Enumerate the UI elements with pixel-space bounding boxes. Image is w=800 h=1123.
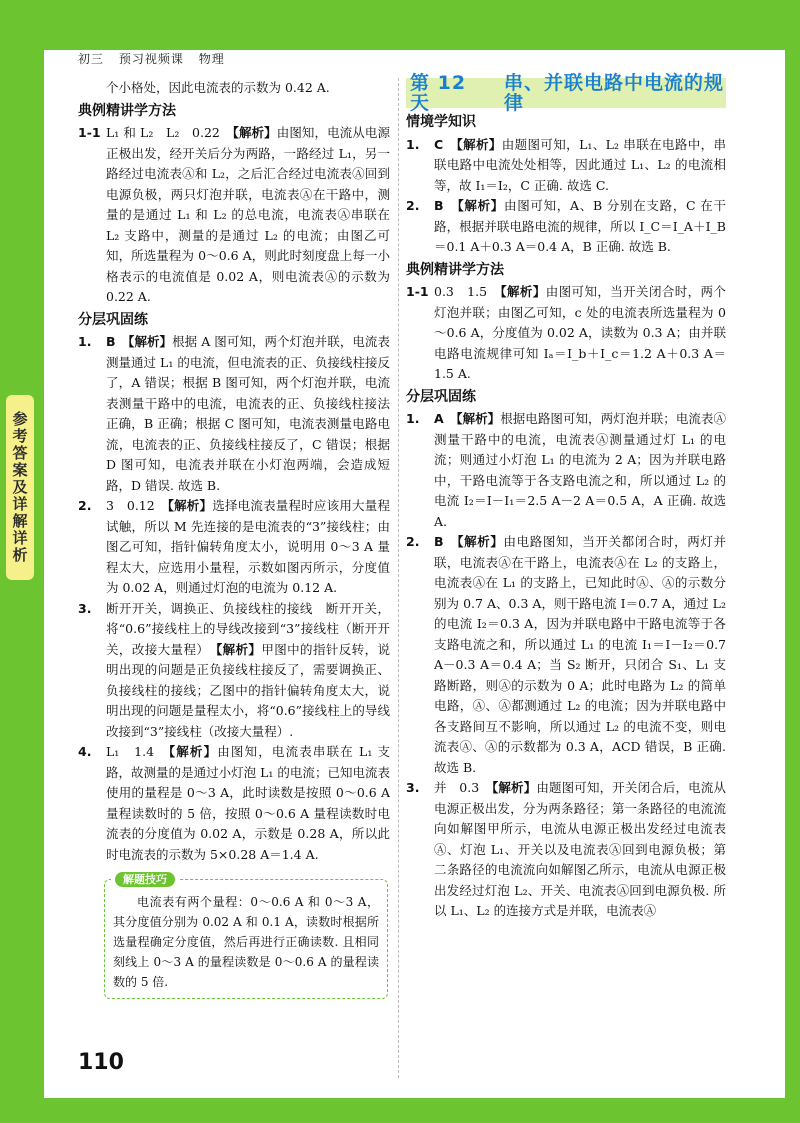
day-label: 第 12 天 [410,71,467,114]
tip-label: 解题技巧 [115,872,175,887]
answer-item [406,778,726,922]
analysis-label: 【解析】 [215,641,262,657]
item-number: 2. [78,498,92,513]
item-number: 3. [406,780,420,795]
analysis-label: 【解析】 [457,534,504,549]
item-answer: 0.3 1.5 [434,284,488,299]
side-tab-label: 参考答案及详解详析 [10,411,29,564]
item-answer: C [434,136,444,152]
header-subject: 物理 [198,52,225,66]
analysis-label: 【解析】 [456,411,501,426]
left-column [78,78,390,999]
item-answer: L₁ 1.4 [106,744,155,759]
running-header [78,50,235,70]
item-analysis: 由题图可知，开关闭合后，电流从电源正极出发，分为两条路径；第一条路径的电流流向如解图甲所示，电流从电源正极出发经过电流表Ⓐ、灯泡 L₁、开关以及电流表Ⓐ回到电源负极；第二条路径的电流流向如解图乙所示，电流从电源正极出发经过灯泡 L₂、开关、电流表Ⓐ回到电源负极. 所以 L₁、L₂ 的连接方式是并联，电流表Ⓐ [434,780,726,918]
day-topic: 串、并联电路中电流的规律 [504,71,725,114]
header-grade: 初三 [78,52,105,66]
item-answer: B [434,198,444,213]
section-heading: 情境学知识 [406,114,476,130]
answer-item [78,599,390,743]
item-analysis: 由电路图知，当开关都闭合时，两灯并联，电流表Ⓐ在干路上，电流表Ⓐ在 L₂ 的支路上，电流表Ⓐ在 L₁ 的支路上，已知此时Ⓐ、Ⓐ的示数分别为 0.7 A、0.3 A，则干路电流 I＝0.7 A，通过 L₂ 的电流 I₂＝0.3 A，因为并联电路中干路电流等于各支路电流之和，所以通过 L₁ 的电流 I₁＝I－I₂＝0.7 A－0.3 A＝0.4 A；当 S₂ 断开，只闭合 S₁、L₁ 支路断路，则Ⓐ的示数为 0 A；此时电路为 L₂ 的简单电路，Ⓐ、Ⓐ都测通过 L₂ 的电流；因为并联电路中各支路间互不影响，所以通过 L₂ 的电流不变，则电流表Ⓐ、Ⓐ的示数都为 0.3 A，ACD 错误，B 正确. 故选 B. [434,534,726,775]
column-divider [398,78,399,1078]
item-number: 4. [78,744,92,759]
tip-box [104,873,388,999]
section-heading: 分层巩固练 [406,388,476,405]
item-analysis: 由图可知，当开关闭合时，两个灯泡并联；由图乙可知，c 处的电流表所选量程为 0～0.6 A，分度值为 0.02 A，读数为 0.3 A；由并联电路电流规律可知 Iₐ＝I_b＋I_c＝1.2 A＋0.3 A＝1.5 A. [434,284,726,381]
frame-top [0,0,800,50]
continued-text: 个小格处，因此电流表的示数为 0.42 A. [106,80,330,95]
analysis-label: 【解析】 [457,198,504,213]
item-answer: 并 0.3 [434,780,480,795]
analysis-label: 【解析】 [492,780,537,795]
item-answer: 3 0.12 [106,498,155,513]
item-answer: B [434,534,444,549]
analysis-label: 【解析】 [500,284,546,299]
answer-item [406,135,726,197]
frame-bottom [0,1098,800,1123]
tip-text: 电流表有两个量程：0～0.6 A 和 0～3 A，其分度值分别为 0.02 A 和 0.1 A，读数时根据所选量程确定分度值，然后再进行正确读数. 且相同刻线上 0～3 A 的量程读数是 0～0.6 A 的量程读数的 5 倍. [113,895,379,989]
item-number: 1. [406,136,420,152]
item-analysis: 根据 A 图可知，两个灯泡并联，电流表测量通过 L₁ 的电流，但电流表的正、负接线柱接反了，A 错误；根据 B 图可知，两个灯泡并联，电流表测量干路中的电流，电流表的正、负接线柱接法正确，B 正确；根据 C 图可知，电流表测量电路电流，电流表的正、负接线柱接反了，C 错误；根据 D 图可知，电流表并联在小灯泡两端，会造成短路，D 错误. 故选 B. [106,334,390,493]
analysis-label: 【解析】 [232,125,277,140]
item-number: 2. [406,534,420,549]
section-heading: 典例精讲学方法 [406,261,504,278]
item-number: 3. [78,600,92,616]
answer-item [406,409,726,532]
item-number: 1. [78,334,92,349]
day-title [406,71,726,114]
answer-item [406,282,726,385]
analysis-label: 【解析】 [128,334,173,349]
item-number: 1-1 [78,125,101,140]
answer-item [78,496,390,599]
item-number: 2. [406,198,420,213]
side-tab [6,395,34,580]
answer-item [78,742,390,865]
answer-item [78,332,390,496]
item-analysis: 由图可知，A、B 分别在支路，C 在干路，根据并联电路电流的规律，所以 I_C＝I_A＋I_B＝0.1 A＋0.3 A＝0.4 A，B 正确. 故选 B. [434,198,726,254]
item-number: 1-1 [406,284,429,299]
tip-badge [111,870,179,890]
section-heading: 典例精讲学方法 [78,102,176,119]
item-number: 1. [406,411,420,426]
item-answer: L₁ 和 L₂ L₂ 0.22 [106,125,220,140]
item-analysis: 由题图可知，L₁、L₂ 串联在电路中，串联电路中电流处处相等，因此通过 L₁、L₂ 的电流相等，故 I₁＝I₂，C 正确. 故选 C. [434,136,726,193]
item-analysis: 选择电流表量程时应该用大量程试触，所以 M 先连接的是电流表的“3”接线柱；由图乙可知，指针偏转角度太小，说明用 0～3 A 量程太大，应选用小量程，示数如图丙所示，分度值为 0.02 A，则通过灯泡的电流为 0.12 A. [106,498,390,595]
item-answer: 断开开关，调换正、负接线柱的接线 断开开关，将“0.6”接线柱上的导线改接到“3”接线柱（断开开关，改接大量程） [106,600,390,657]
section-heading: 分层巩固练 [78,311,148,328]
header-series: 预习视频课 [118,52,184,66]
item-analysis: 根据电路图可知，两灯泡并联；电流表Ⓐ测量干路中的电流，电流表Ⓐ测量通过灯 L₁ 的电流；则通过小灯泡 L₁ 的电流为 2 A；因为并联电路中，干路电流等于各支路电流之和，所以通过 L₂ 的电流 I₂＝I－I₁＝2.5 A－2 A＝0.5 A，A 正确. 故选 A. [434,411,726,529]
analysis-label: 【解析】 [168,744,218,759]
analysis-label: 【解析】 [167,498,213,513]
answer-item [406,532,726,778]
page-number: 110 [78,1050,124,1075]
item-answer: B [106,334,116,349]
right-column [406,71,726,922]
answer-item [406,196,726,258]
answer-item [78,123,390,308]
item-answer: A [434,411,444,426]
item-analysis: 由图知，电流从电源正极出发，经开关后分为两路，一路经过 L₁，另一路经过电流表Ⓐ和 L₂，之后汇合经过电流表Ⓐ回到电源负极，两只灯泡并联，电流表Ⓐ在干路中，测量的是通过 L₁ 和 L₂ 的总电流，电流表Ⓐ串联在 L₂ 支路中，测量的是通过 L₂ 的电流；由图乙可知，所选量程为 0～0.6 A，则此时刻度盘上每一小格表示的电流值是 0.02 A，则电流表Ⓐ的示数为 0.22 A. [106,125,390,304]
item-analysis: 由图知，电流表串联在 L₁ 支路，故测量的是通过小灯泡 L₁ 的电流；已知电流表使用的量程是 0～3 A，此时读数是按照 0～0.6 A 量程读数时的 5 倍，按照 0～0.6 A 量程读数时电流表的分度值为 0.02 A，示数是 0.28 A，所以此时电流表的示数为 5×0.28 A＝1.4 A. [106,744,390,862]
item-analysis: 甲图中的指针反转，说明出现的问题是正负接线柱接反了，需要调换正、负接线柱的接线；乙图中的指针偏转角度太大，说明出现的问题是量程太小，将“0.6”接线柱上的导线改接到“3”接线柱（改接大量程）. [106,641,390,739]
analysis-label: 【解析】 [456,136,502,152]
frame-right [785,0,800,1123]
